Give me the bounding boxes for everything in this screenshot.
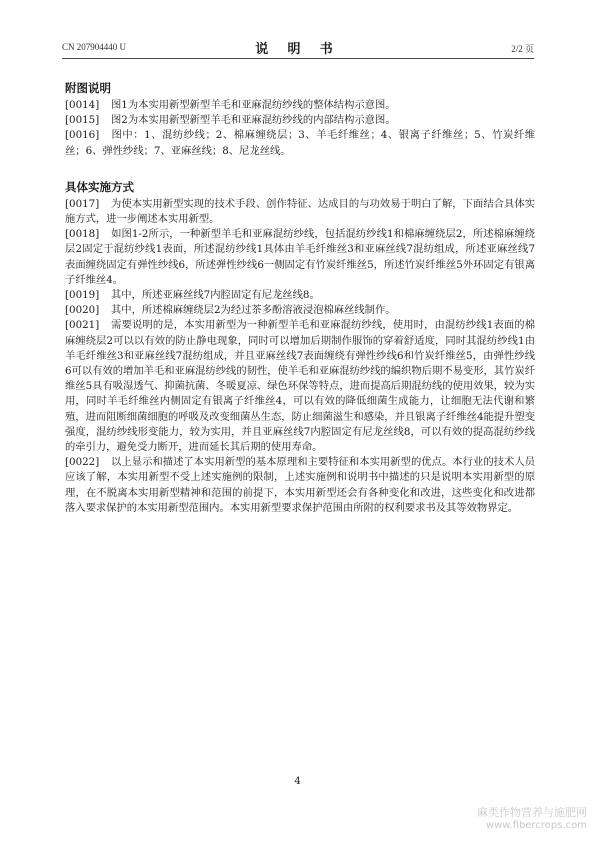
header-rule (62, 58, 534, 59)
paragraph (65, 455, 535, 516)
paragraph-text: 其中，所述亚麻丝线7内腔固定有尼龙丝线8。 (111, 289, 320, 302)
paragraph-number: [0020] (65, 304, 100, 317)
watermark-url: www.fibercrops.com (485, 820, 587, 831)
paragraph (65, 303, 535, 318)
paragraph-text: 为使本实用新型实现的技术手段、创作特征、达成目的与功效易于明白了解，下面结合具体实施方式，进一步阐述本实用新型。 (65, 197, 535, 226)
paragraph-number: [0019] (65, 289, 100, 302)
paragraph-text: 需要说明的是，本实用新型为一种新型羊毛和亚麻混纺纱线，使用时，由混纺纱线1表面的棉麻缠绕层2可以以有效的防止静电现象，同时可以增加后期制作服饰的穿着舒适度，同时其混纺纱线1由羊毛纤维丝3和亚麻丝线7混纺组成，并且亚麻丝线7表面缠绕有弹性纱线6和竹炭纤维丝5，由弹性纱线6可以有效的增加羊毛和亚麻混纺纱线的韧性，使羊毛和亚麻混纺纱线的编织物后期不易变形，其竹炭纤维丝5具有吸湿透气、抑菌抗菌、冬暖夏凉、绿色环保等特点，进而提高后期混纺线的使用效果，较为实用，同时羊毛纤维丝内侧固定有银离子纤维丝4，可以有效的降低细菌生成能力，让细胞无法代谢和繁殖，进而阻断细菌细胞的呼吸及改变细菌丛生态，防止细菌滋生和感染，并且银离子纤维丝4能提升塑变强度，混纺纱线形变能力，较为实用，并且亚麻丝线7内腔固定有尼龙丝线8，可以有效的提高混纺纱线的牵引力，避免受力断开，进而延长其后期的使用寿命。 (65, 319, 535, 454)
paragraph-number: [0022] (65, 456, 100, 469)
page-info: 2/2 页 (511, 44, 534, 54)
document-title: 说 明 书 (255, 41, 341, 56)
paragraph (65, 113, 535, 128)
paragraph (65, 197, 535, 227)
document-number: CN 207904440 U (62, 42, 127, 52)
paragraph-number: [0017] (65, 197, 100, 210)
paragraph-text: 图中：1、混纺纱线；2、棉麻缠绕层；3、羊毛纤维丝；4、银离子纤维丝；5、竹炭纤维丝；6、弹性纱线；7、亚麻丝线；8、尼龙丝线。 (65, 129, 535, 157)
paragraph-text: 以上显示和描述了本实用新型的基本原理和主要特征和本实用新型的优点。本行业的技术人员应该了解，本实用新型不受上述实施例的限制，上述实施例和说明书中描述的只是说明本实用新型的原理，在不脱离本实用新型精神和范围的前提下，本实用新型还会有各种变化和改进，这些变化和改进都落入要求保护的本实用新型范围内。本实用新型要求保护范围由所附的权利要求书及其等效物界定。 (65, 456, 535, 514)
paragraph-text: 如图1-2所示，一种新型羊毛和亚麻混纺纱线，包括混纺纱线1和棉麻缠绕层2，所述棉麻缠绕层2固定于混纺纱线1表面，所述混纺纱线1具体由羊毛纤维丝3和亚麻丝线7混纺组成，所述亚麻丝线7表面缠绕固定有弹性纱线6，所述弹性纱线6一侧固定有竹炭纤维丝5，所述竹炭纤维丝5外环固定有银离子纤维丝4。 (65, 228, 535, 286)
paragraph (65, 288, 535, 303)
page-number: 4 (294, 776, 301, 787)
watermark (477, 806, 587, 832)
page-header (62, 38, 534, 56)
watermark-site-name: 麻类作物营养与施肥网 (477, 806, 587, 819)
paragraph-number: [0015] (65, 114, 100, 127)
paragraph-text: 其中，所述棉麻缠绕层2为经过茶多酚溶液浸泡棉麻丝线制作。 (111, 304, 396, 317)
paragraph (65, 318, 535, 455)
paragraph (65, 128, 535, 158)
section-title-drawings: 附图说明 (65, 81, 111, 95)
paragraph-number: [0014] (65, 99, 100, 111)
paragraph (65, 227, 535, 288)
paragraph (65, 98, 535, 113)
paragraph-text: 图2为本实用新型新型羊毛和亚麻混纺纱线的内部结构示意图。 (111, 114, 396, 127)
paragraph-number: [0018] (65, 228, 100, 241)
paragraph-number: [0021] (65, 319, 100, 332)
paragraph-number: [0016] (65, 129, 100, 142)
paragraph-text: 图1为本实用新型新型羊毛和亚麻混纺纱线的整体结构示意图。 (111, 99, 396, 111)
document-body (65, 80, 535, 516)
section-title-embodiments: 具体实施方式 (65, 179, 134, 194)
